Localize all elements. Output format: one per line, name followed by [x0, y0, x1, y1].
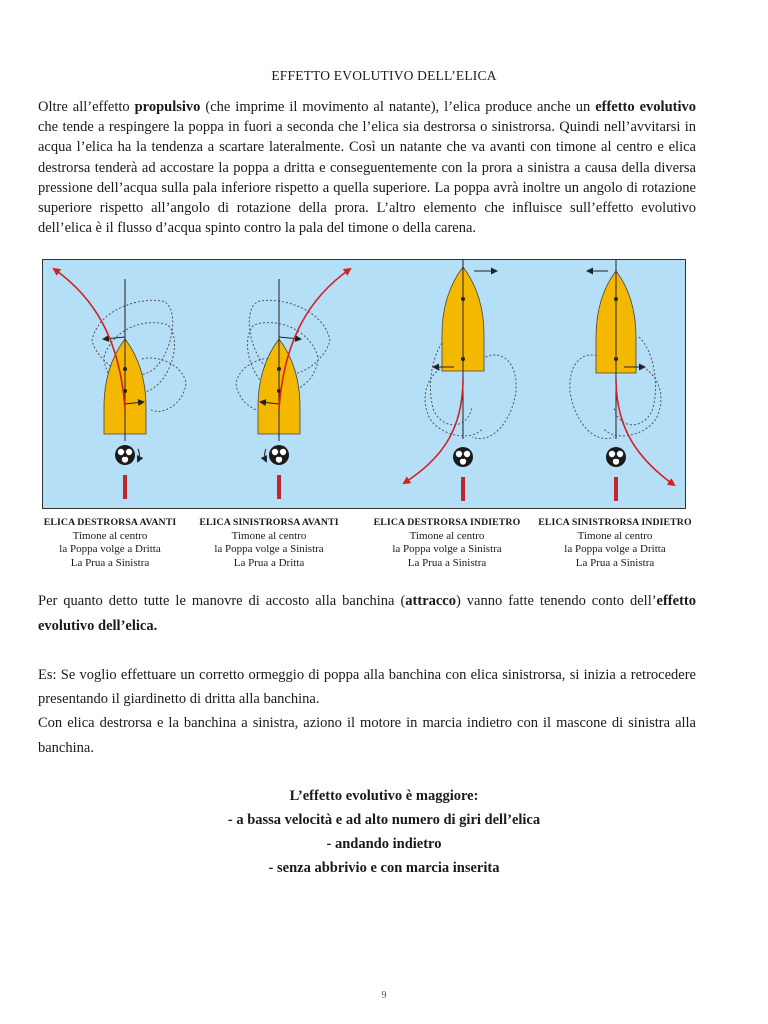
term-attracco: attracco	[405, 593, 456, 609]
caption-sinistrorsa-indietro	[530, 516, 700, 570]
rudder-blade	[277, 475, 281, 499]
page-title: EFFETTO EVOLUTIVO DELL’ELICA	[271, 68, 497, 83]
pivot-point	[461, 297, 465, 301]
pivot-point	[614, 297, 618, 301]
caption-line: Timone al centro	[577, 529, 653, 542]
pivot-point	[614, 357, 618, 361]
pivot-point	[123, 367, 127, 371]
rudder-blade	[123, 475, 127, 499]
rudder-blade	[614, 477, 618, 501]
caption-heading: ELICA DESTRORSA AVANTI	[43, 517, 177, 528]
rudder-blade	[461, 477, 465, 501]
intro-paragraph: Oltre all’effetto propulsivo (che imprime il movimento al natante), l’elica produce anche un effetto evolutivo che tende a respingere la poppa in fuori a seconda che l’elica sia destrorsa o sinistrorsa. Quindi nell’avvitarsi in acqua l’elica ha la tendenza a scartare lateralmente. Così un natante che va avanti con timone al centro e elica destrorsa tenderà ad accostare la poppa a dritta e conseguentemente con la prora a sinistra a causa della diversa pressione dell’acqua sulla pala inferiore rispetto a quella superiore. La poppa avrà inoltre un angolo di rotazione superiore rispetto all’angolo di rotazione della prora. L’altro elemento che influisce sull’effetto evolutivo dell’elica è il flusso d’acqua spinto contro la pala del timone o della carena.	[38, 99, 696, 237]
page-number: 9	[381, 990, 387, 1001]
propeller-effect-figure	[42, 259, 686, 509]
caption-line: la Poppa volge a Sinistra	[392, 543, 502, 555]
summary-item: - andando indietro	[326, 836, 442, 852]
propeller-icon	[606, 447, 626, 467]
caption-line: La Prua a Dritta	[233, 556, 305, 569]
caption-heading: ELICA SINISTRORSA AVANTI	[199, 517, 339, 528]
caption-line: La Prua a Sinistra	[407, 556, 487, 569]
caption-line: La Prua a Sinistra	[575, 556, 655, 569]
summary-item: - a bassa velocità e ad alto numero di giri dell’elica	[227, 812, 541, 828]
example-paragraph	[38, 663, 696, 760]
example-line: Es: Se voglio effettuare un corretto ormeggio di poppa alla banchina con elica sinistrorsa, si inizia a retrocedere presentando il giardinetto di dritta alla banchina.	[38, 667, 696, 708]
caption-line: la Poppa volge a Sinistra	[214, 543, 324, 555]
caption-line: la Poppa volge a Dritta	[564, 543, 666, 555]
attracco-paragraph: Per quanto detto tutte le manovre di accosto alla banchina (attracco) vanno fatte tenendo conto dell’effetto evolutivo dell’elica.	[38, 593, 696, 634]
summary-item: - senza abbrivio e con marcia inserita	[268, 860, 500, 876]
caption-sinistrorsa-avanti	[190, 516, 348, 570]
pivot-point	[461, 357, 465, 361]
propeller-icon	[453, 447, 473, 467]
term-effetto-evolutivo-elica: effetto evolutivo dell’elica.	[38, 593, 696, 634]
caption-line: Timone al centro	[72, 529, 148, 542]
summary-heading: L’effetto evolutivo è maggiore:	[289, 788, 479, 804]
caption-destrorsa-indietro	[366, 516, 528, 570]
caption-heading: ELICA SINISTRORSA INDIETRO	[538, 517, 692, 528]
term-propulsivo: propulsivo	[134, 99, 201, 115]
summary-block	[0, 784, 768, 880]
term-effetto-evolutivo: effetto evolutivo	[595, 99, 696, 115]
caption-destrorsa-avanti	[36, 516, 184, 570]
caption-line: Timone al centro	[231, 529, 307, 542]
caption-heading: ELICA DESTRORSA INDIETRO	[373, 517, 521, 528]
caption-line: Timone al centro	[409, 529, 485, 542]
caption-line: La Prua a Sinistra	[70, 556, 150, 569]
caption-line: la Poppa volge a Dritta	[59, 543, 161, 555]
example-line: Con elica destrorsa e la banchina a sinistra, aziono il motore in marcia indietro con il mascone di sinistra alla banchina.	[38, 715, 696, 756]
pivot-point	[277, 367, 281, 371]
